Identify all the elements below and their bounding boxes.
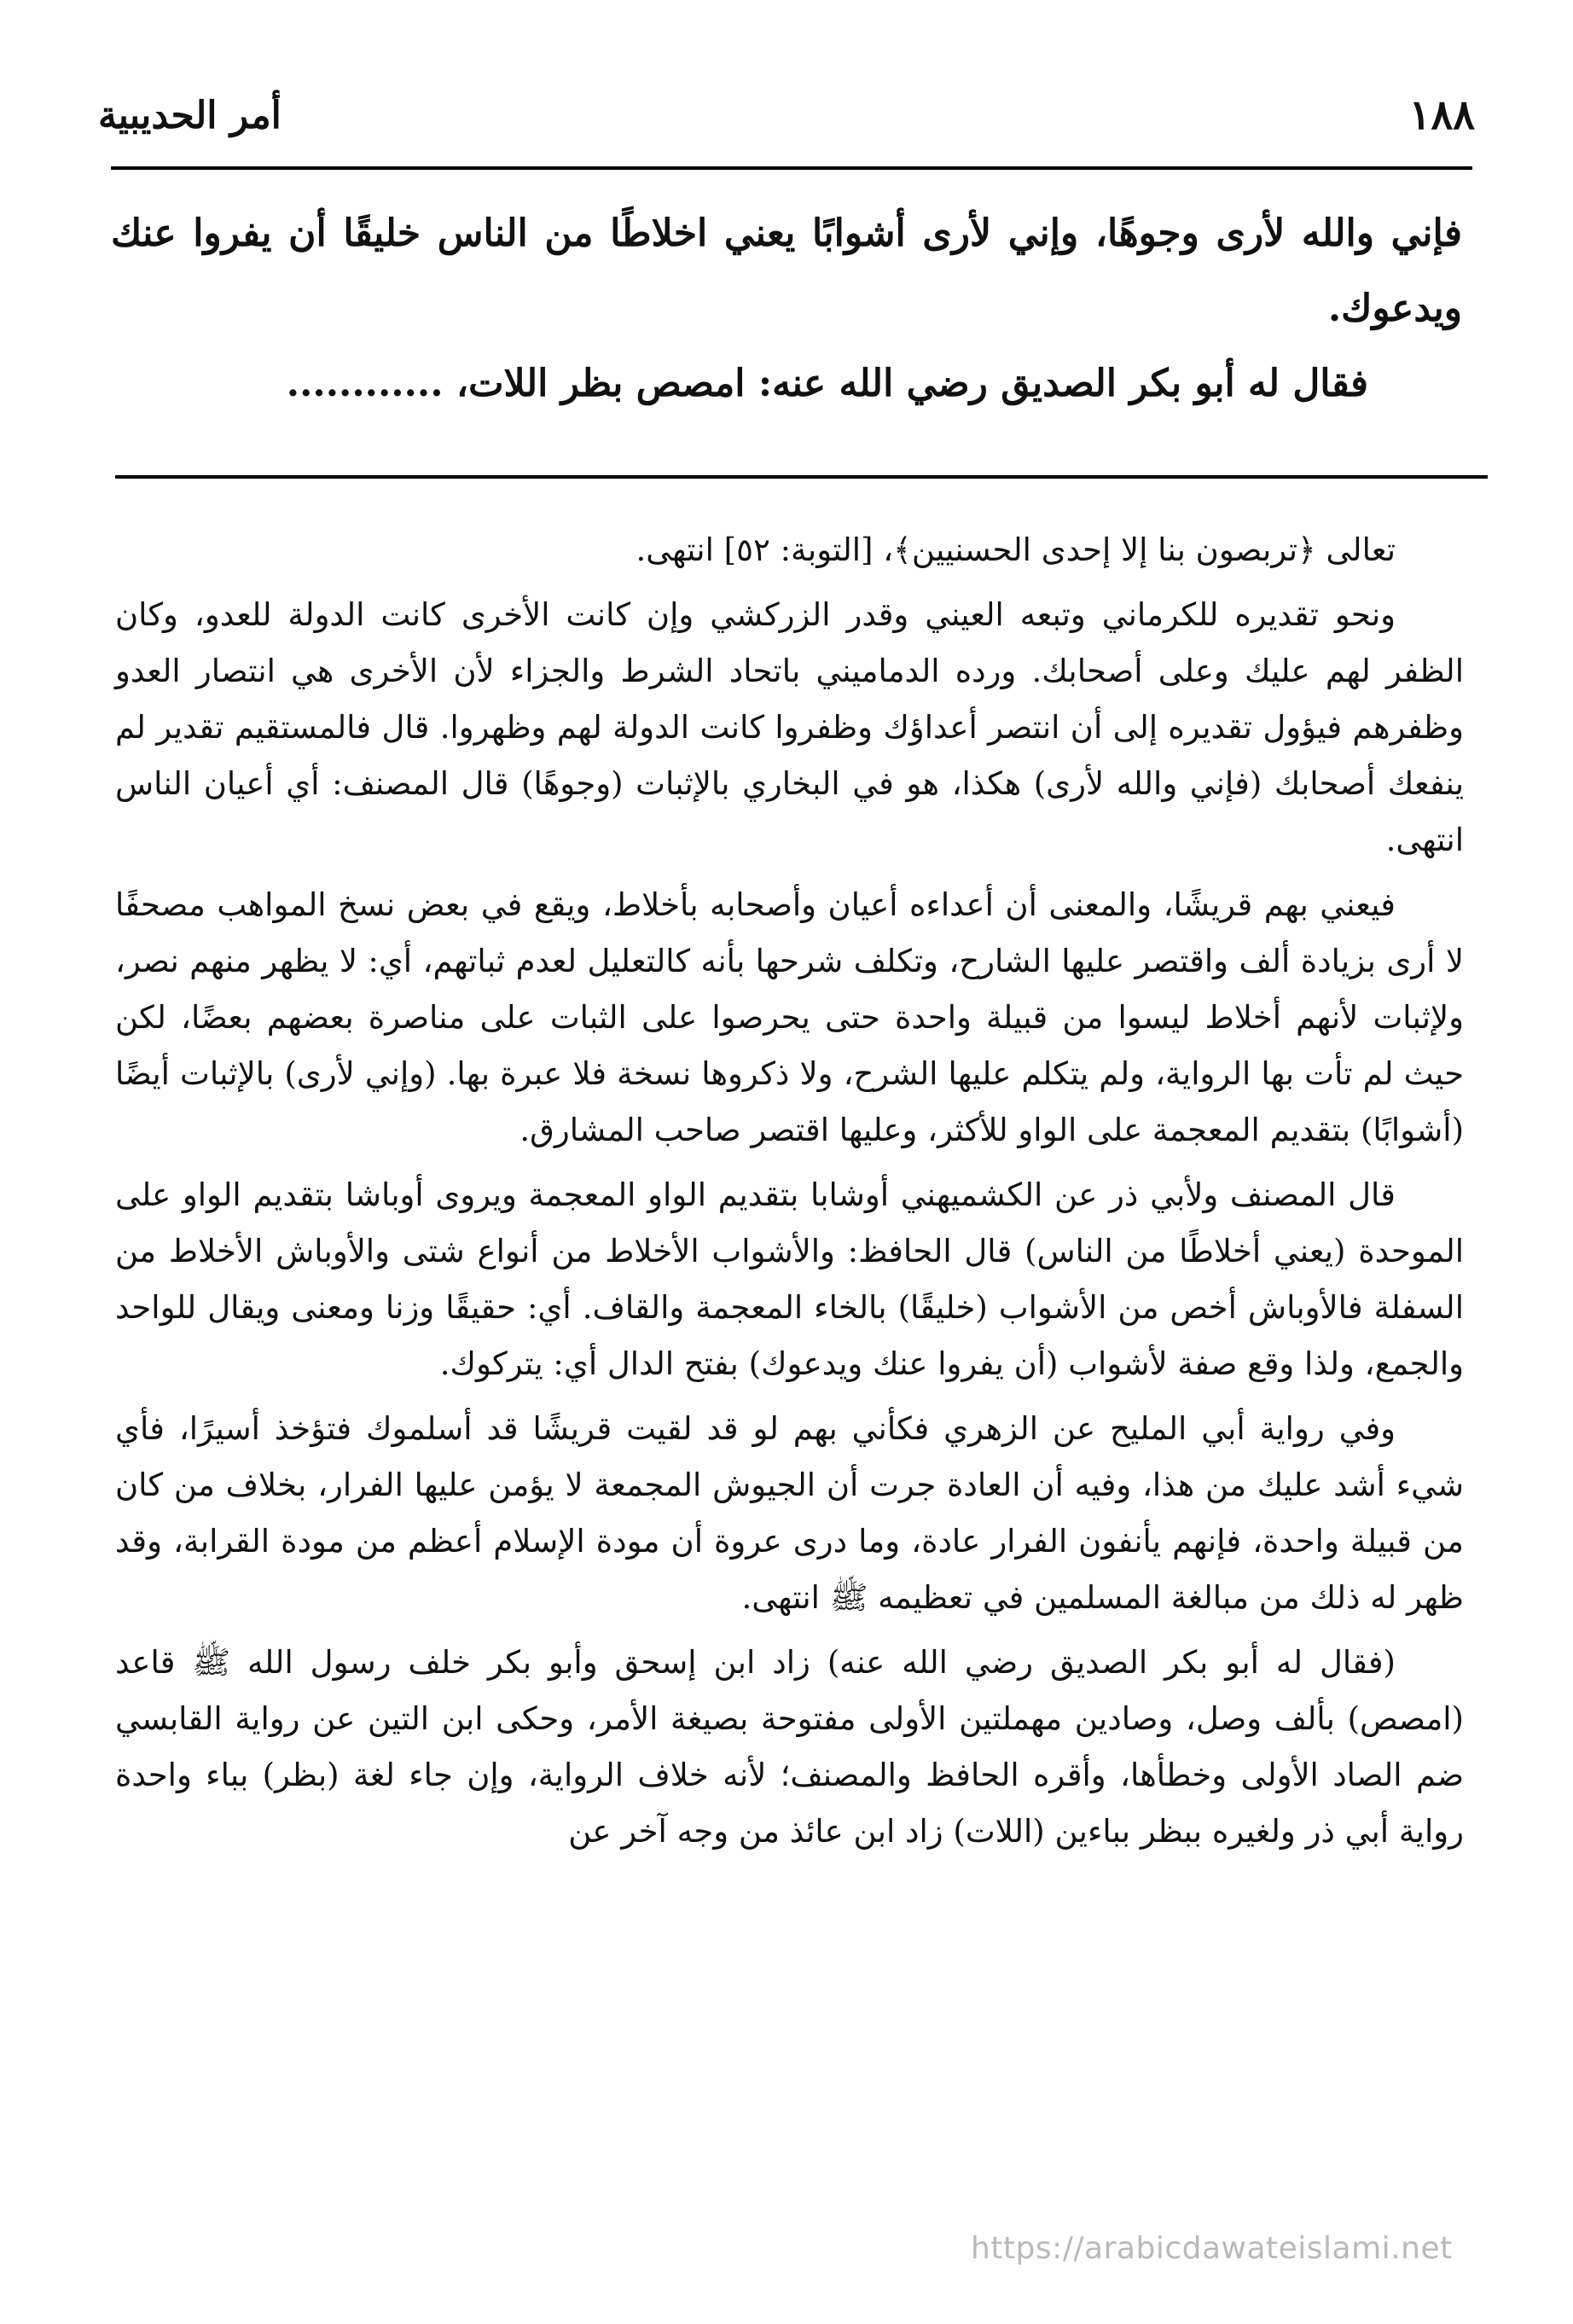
commentary-paragraph-2: ونحو تقديره للكرماني وتبعه العيني وقدر الزركشي وإن كانت الأخرى كانت الدولة للعدو، وكان الظفر لهم عليك وعلى أصحابك. ورده الدماميني باتحاد الشرط والجزاء لأن الأخرى هي انتصار العدو وظفرهم فيؤول تقديره إلى أن انتصر أعداؤك وظفروا كانت الدولة لهم وظهروا. قال فالمستقيم تقدير لم ينفعك أصحابك (فإني والله لأرى) هكذا، هو في البخاري بالإثبات (وجوهًا) قال المصنف: أي أعيان الناس انتهى. bbox=[115, 596, 1464, 858]
commentary-paragraph-5: وفي رواية أبي المليح عن الزهري فكأني بهم لو قد لقيت قريشًا قد أسلموك فتؤخذ أسيرًا، فأي شيء أشد عليك من هذا، وفيه أن العادة جرت أن الجيوش المجمعة لا يؤمن عليها الفرار، بخلاف من كان من قبيلة واحدة، فإنهم يأنفون الفرار عادة، وما درى عروة أن مودة الإسلام أعظم من مودة القرابة، وقد ظهر له ذلك من مبالغة المسلمين في تعظيمه ﷺ انتهى. bbox=[115, 1410, 1464, 1616]
running-title: أمر الحديبية bbox=[98, 93, 282, 137]
hadith-text bbox=[111, 196, 1462, 421]
page-header bbox=[98, 81, 1475, 149]
hadith-line-2: فقال له أبو بكر الصديق رضي الله عنه: امصص بظر اللات، ............ bbox=[286, 362, 1368, 405]
commentary-paragraph-6: (فقال له أبو بكر الصديق رضي الله عنه) زاد ابن إسحق وأبو بكر خلف رسول الله ﷺ قاعد (امصص) بألف وصل، وصادين مهملتين الأولى مفتوحة بصيغة الأمر، وحكى ابن التين عن رواية القابسي ضم الصاد الأولى وخطأها، وأقره الحافظ والمصنف؛ لأنه خلاف الرواية، وإن جاء لغة (بظر) بباء واحدة رواية أبي ذر ولغيره ببظر بباءين (اللات) زاد ابن عائذ من وجه آخر عن bbox=[115, 1644, 1464, 1850]
page-number: ١٨٨ bbox=[1408, 91, 1475, 139]
matn-divider bbox=[115, 475, 1488, 479]
commentary-paragraph-4: قال المصنف ولأبي ذر عن الكشميهني أوشابا بتقديم الواو المعجمة ويروى أوباشا بتقديم الواو على الموحدة (يعني أخلاطًا من الناس) قال الحافظ: والأشواب الأخلاط من أنواع شتى والأوباش الأخلاط من السفلة فالأوباش أخص من الأشواب (خليقًا) بالخاء المعجمة والقاف. أي: حقيقًا وزنا ومعنى ويقال للواحد والجمع، ولذا وقع صفة لأشواب (أن يفروا عنك ويدعوك) بفتح الدال أي: يتركوك. bbox=[115, 1177, 1464, 1382]
hadith-line-1: فإني والله لأرى وجوهًا، وإني لأرى أشوابًا يعني اخلاطًا من الناس خليقًا أن يفروا عنك ويدعوك. bbox=[111, 212, 1462, 330]
commentary-text bbox=[115, 522, 1464, 1868]
commentary-paragraph-1: تعالى ﴿تربصون بنا إلا إحدى الحسنيين﴾، [التوبة: ٥٢] انتهى. bbox=[636, 532, 1396, 568]
header-divider bbox=[111, 166, 1472, 170]
watermark-url: https://arabicdawateislami.net bbox=[971, 2231, 1453, 2266]
commentary-paragraph-3: فيعني بهم قريشًا، والمعنى أن أعداءه أعيان وأصحابه بأخلاط، ويقع في بعض نسخ المواهب مصحفًا لا أرى بزيادة ألف واقتصر عليها الشارح، وتكلف شرحها بأنه كالتعليل لعدم ثباتهم، أي: لا يظهر منهم نصر، ولإثبات لأنهم أخلاط ليسوا من قبيلة واحدة حتى يحرصوا على الثبات على مناصرة بعضهم بعضًا، لكن حيث لم تأت بها الرواية، ولم يتكلم عليها الشرح، ولا ذكروها نسخة فلا عبرة بها. (وإني لأرى) بالإثبات أيضًا (أشوابًا) بتقديم المعجمة على الواو للأكثر، وعليها اقتصر صاحب المشارق. bbox=[115, 886, 1464, 1148]
